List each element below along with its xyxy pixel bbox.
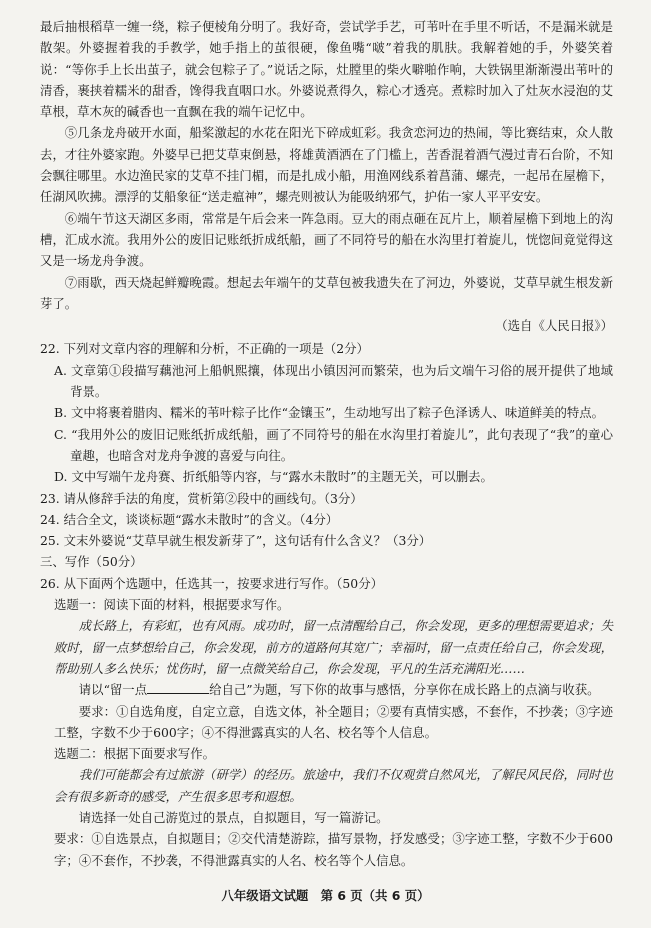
question-22-option-d: D. 文中写端午龙舟赛、折纸船等内容，与“露水未散时”的主题无关，可以删去。: [54, 469, 493, 485]
section-writing-heading: 三、写作（50分）: [40, 554, 143, 570]
topic-2-heading: 选题二：根据下面要求写作。: [54, 746, 216, 762]
passage-paragraph-7: ⑦雨歇，西天烧起鲜瓣晚霞。想起去年端午的艾草包被我遗失在了河边，外婆说，艾草早就生根发新芽了。: [40, 274, 613, 311]
question-24: 24. 结合全文，谈谈标题“露水未散时”的含义。（4分）: [40, 511, 339, 527]
topic-1-requirements: 要求：①自选角度，自定立意，自选文体，补全题目；②要有真情实感，不套作，不抄袭；③字迹工整，字数不少于600字；④不得泄露真实的人名、校名等个人信息。: [54, 703, 613, 740]
title-blank: [147, 679, 209, 694]
passage-paragraph-5: ⑤几条龙舟破开水面，船桨激起的水花在阳光下碎成虹彩。我贪恋河边的热闹，等比赛结束，众人散去，才往外婆家跑。外婆早已把艾草束倒悬，将雄黄酒洒在了门槛上，苦香混着酒气漫过青石台阶，不知会飘往哪里。水边渔民家的艾草不挂门楣，而是扎成小船，用渔网线系着菖蒲、螺壳，一起吊在屋檐下，任湖风吹拂。漂浮的艾船象征“送走瘟神”，螺壳则被认为能吸纳邪气，护佑一家人平平安安。: [40, 125, 613, 205]
topic-1-material: 成长路上，有彩虹，也有风雨。成功时，留一点清醒给自己，你会发现，更多的理想需要追求；失败时，留一点梦想给自己，你会发现，前方的道路何其宽广；幸福时，留一点责任给自己，你会发现，帮助别人多么快乐；忧伤时，留一点微笑给自己，你会发现，平凡的生活充满阳光……: [54, 618, 613, 676]
topic-1-prompt: [54, 679, 613, 700]
question-23: 23. 请从修辞手法的角度，赏析第②段中的画线句。（3分）: [40, 490, 363, 506]
question-22-option-c: C. “我用外公的废旧记账纸折成纸船，画了不同符号的船在水沟里打着旋儿”，此句表现了“我”的童心童趣，也暗含对龙舟争渡的喜爱与向往。: [54, 426, 613, 463]
page-footer: 八年级语文试题 第 6 页（共 6 页）: [221, 887, 430, 903]
passage-source: （选自《人民日报》）: [495, 318, 613, 334]
passage-paragraph-4: 最后抽根稻草一缠一绕，粽子便棱角分明了。我好奇，尝试学手艺，可苇叶在手里不听话，不是漏米就是散架。外婆握着我的手教学，她手指上的茧很硬，像鱼嘴“啵”着我的肌肤。我解着她的手，外婆笑着说：“等你手上长出茧子，就会包粽子了。”说话之际，灶膛里的柴火噼啪作响，大铁锅里渐渐漫出苇叶的清香，裹挟着糯米的甜香，馋得我直咽口水。外婆说煮得久，粽心才透亮。煮粽时加入了灶灰水浸泡的艾草根，草木灰的碱香也一直飘在我的端午记忆中。: [40, 19, 613, 120]
question-22-option-a: A. 文章第①段描写藕池河上船帆熙攘，体现出小镇因河而繁荣，也为后文端午习俗的展开提供了地域背景。: [54, 362, 613, 400]
question-22: 22. 下列对文章内容的理解和分析，不正确的一项是（2分）: [40, 341, 369, 357]
question-25: 25. 文末外婆说“艾草早就生根发新芽了”，这句话有什么含义？（3分）: [40, 533, 432, 549]
topic-2-prompt: 请选择一处自己游览过的景点，自拟题目，写一篇游记。: [78, 809, 389, 825]
topic-1-prompt-start: 请以“留一点: [78, 682, 148, 698]
topic-1-prompt-end: 给自己”为题，写下你的故事与感悟，分享你在成长路上的点滴与收获。: [209, 682, 600, 698]
topic-1-heading: 选题一：阅读下面的材料，根据要求写作。: [54, 597, 290, 613]
question-26: 26. 从下面两个选题中，任选其一，按要求进行写作。（50分）: [40, 575, 383, 591]
topic-2-requirements: 要求：①自选景点，自拟题目；②交代清楚游踪，描写景物，抒发感受；③字迹工整，字数不少于600字；④不套作，不抄袭，不得泄露真实的人名、校名等个人信息。: [54, 831, 613, 868]
topic-2-material: 我们可能都会有过旅游（研学）的经历。旅途中，我们不仅观赏自然风光，了解民风民俗，同时也会有很多新奇的感受，产生很多思考和遐想。: [54, 767, 613, 804]
question-22-option-b: B. 文中将裹着腊肉、糯米的苇叶粽子比作“金镶玉”，生动地写出了粽子色泽诱人、味道鲜美的特点。: [54, 405, 605, 421]
passage-paragraph-6: ⑥端午节这天湖区多雨，常常是午后会来一阵急雨。豆大的雨点砸在瓦片上，顺着屋檐下到地上的沟槽，汇成水流。我用外公的废旧记账纸折成纸船，画了不同符号的船在水沟里打着旋儿，恍惚间竟觉得这又是一场龙舟争渡。: [40, 210, 613, 269]
